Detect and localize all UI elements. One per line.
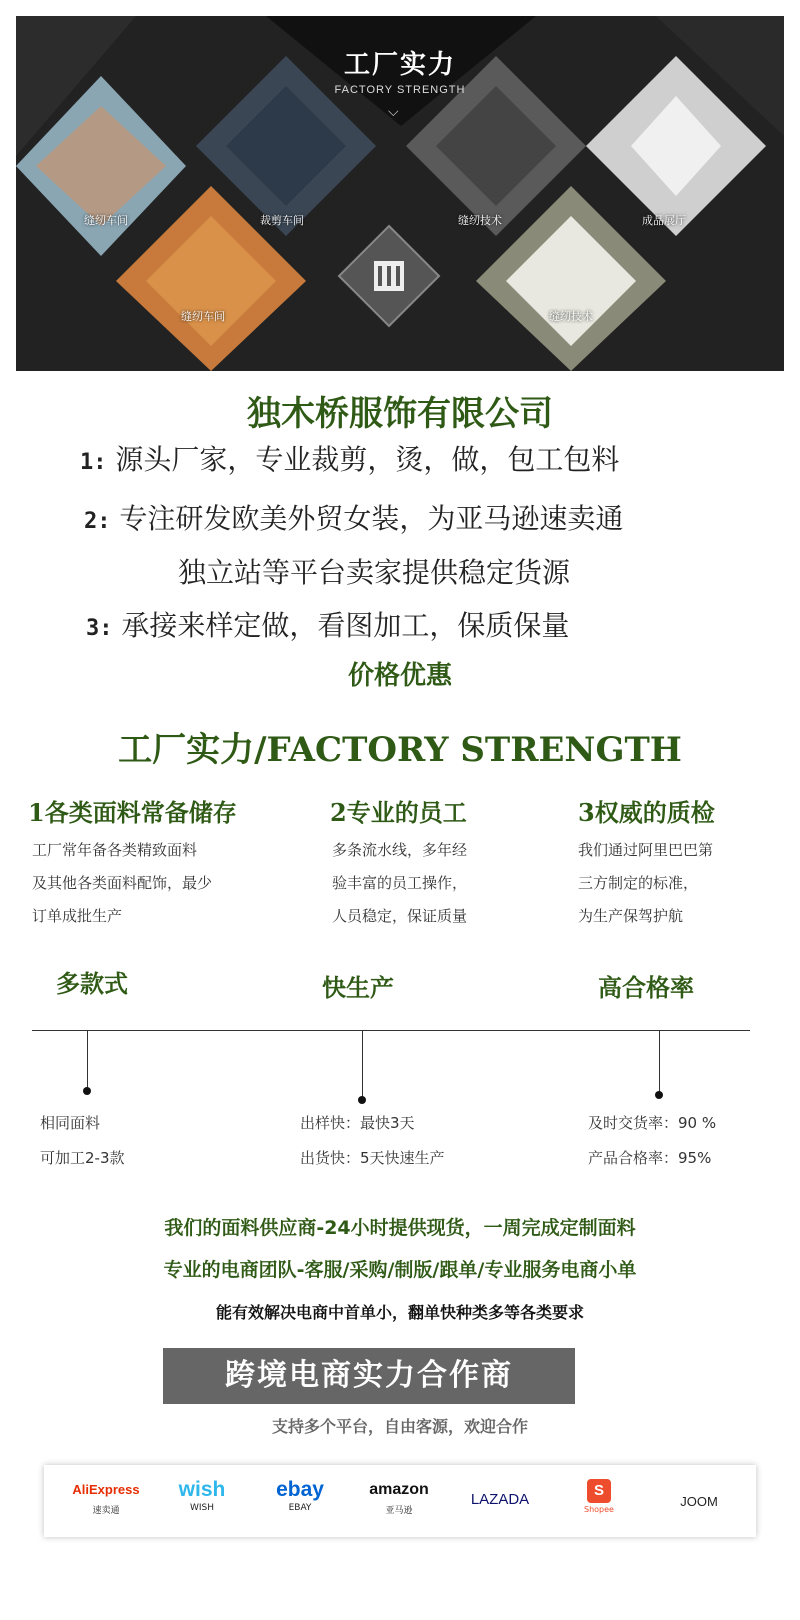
feature-line: 三方制定的标准，: [578, 874, 699, 892]
joom-logo: JOOM: [680, 1494, 718, 1509]
highlight-title: 快生产: [322, 974, 394, 1002]
highlight-line: 产品合格率：95%: [588, 1149, 712, 1167]
lazada-logo: LAZADA: [470, 1491, 530, 1508]
feature-description: [32, 834, 212, 933]
highlight-line: 相同面料: [40, 1114, 101, 1132]
feature-description: [332, 834, 467, 933]
feature-line: 我们通过阿里巴巴第: [578, 841, 714, 859]
wish-logo: wish WISH: [178, 1478, 226, 1513]
feature-line: 验丰富的员工操作，: [332, 874, 468, 892]
shopee-logo: S Shopee: [549, 1465, 649, 1537]
feature-line: 为生产保驾护航: [578, 907, 684, 925]
chevron-down-icon: ⌵: [388, 104, 399, 120]
feature-line: 多条流水线，多年经: [332, 841, 468, 859]
factory-strength-title: 工厂实力/FACTORY STRENGTH: [118, 730, 682, 770]
platform-logo-strip: [44, 1465, 756, 1537]
point-number: 2:: [84, 509, 111, 534]
point-number: 3:: [86, 616, 113, 641]
highlight-line: 及时交货率：90 %: [588, 1114, 717, 1132]
partner-subtitle: 支持多个平台，自由客源，欢迎合作: [271, 1417, 528, 1436]
partner-banner: 跨境电商实力合作商: [163, 1348, 575, 1404]
timeline-connector: [87, 1031, 88, 1089]
feature-title: 3权威的质检: [578, 798, 715, 827]
solution-statement: 能有效解决电商中首单小，翻单快种类多等各类要求: [215, 1303, 584, 1322]
amazon-logo: amazon 亚马逊: [369, 1481, 429, 1516]
point-2-continued: [178, 551, 570, 591]
factory-hero-banner: [16, 16, 784, 371]
point-1: [80, 438, 619, 478]
hero-title: 工厂实力: [343, 50, 456, 80]
highlight-title: 高合格率: [598, 974, 694, 1002]
feature-line: 人员稳定，保证质量: [332, 907, 468, 925]
photo-label: 缝纫车间: [181, 310, 225, 323]
photo-label: 成品展厅: [642, 214, 686, 227]
highlight-details: [40, 1106, 125, 1176]
highlight-details: [300, 1106, 445, 1176]
hero-subtitle: FACTORY STRENGTH: [334, 84, 466, 96]
timeline-dot: [358, 1096, 366, 1104]
photo-label: 缝纫技术: [458, 214, 502, 227]
timeline-connector: [659, 1031, 660, 1093]
team-statement: 专业的电商团队-客服/采购/制版/跟单/专业服务电商小单: [163, 1259, 637, 1281]
photo-label: 裁剪车间: [260, 214, 304, 227]
feature-line: 及其他各类面料配饰，最少: [32, 874, 213, 892]
point-3: [86, 604, 569, 644]
timeline-connector: [362, 1031, 363, 1098]
feature-line: 工厂常年备各类精致面料: [32, 841, 198, 859]
building-icon: [374, 261, 404, 291]
feature-title: 2专业的员工: [330, 798, 467, 827]
point-number: 1:: [80, 450, 107, 475]
point-text: 源头厂家，专业裁剪，烫，做，包工包料: [115, 443, 620, 476]
highlight-details: [588, 1106, 716, 1176]
highlight-line: 出货快：5天快速生产: [300, 1149, 445, 1167]
feature-title: 1各类面料常备储存: [28, 798, 237, 827]
timeline-dot: [655, 1091, 663, 1099]
point-text: 独立站等平台卖家提供稳定货源: [178, 556, 571, 589]
aliexpress-logo: AliExpress 速卖通: [72, 1482, 140, 1516]
point-text: 专注研发欧美外贸女装，为亚马逊速卖通: [119, 502, 624, 535]
photo-label: 缝纫车间: [84, 214, 128, 227]
photo-label: 缝纫技术: [549, 310, 593, 323]
timeline-line: [32, 1030, 750, 1031]
highlight-line: 可加工2-3款: [40, 1149, 125, 1167]
feature-description: [578, 834, 713, 933]
point-2: [84, 497, 623, 537]
timeline-dot: [83, 1087, 91, 1095]
highlight-line: 出样快：最快3天: [300, 1114, 415, 1132]
company-name: 独木桥服饰有限公司: [247, 394, 553, 434]
supplier-statement: 我们的面料供应商-24小时提供现货，一周完成定制面料: [164, 1217, 636, 1239]
ebay-logo: ebay EBAY: [276, 1478, 324, 1513]
point-text: 承接来样定做，看图加工，保质保量: [121, 609, 570, 642]
feature-line: 订单成批生产: [32, 907, 123, 925]
price-note: 价格优惠: [347, 661, 452, 691]
highlight-title: 多款式: [56, 970, 128, 998]
